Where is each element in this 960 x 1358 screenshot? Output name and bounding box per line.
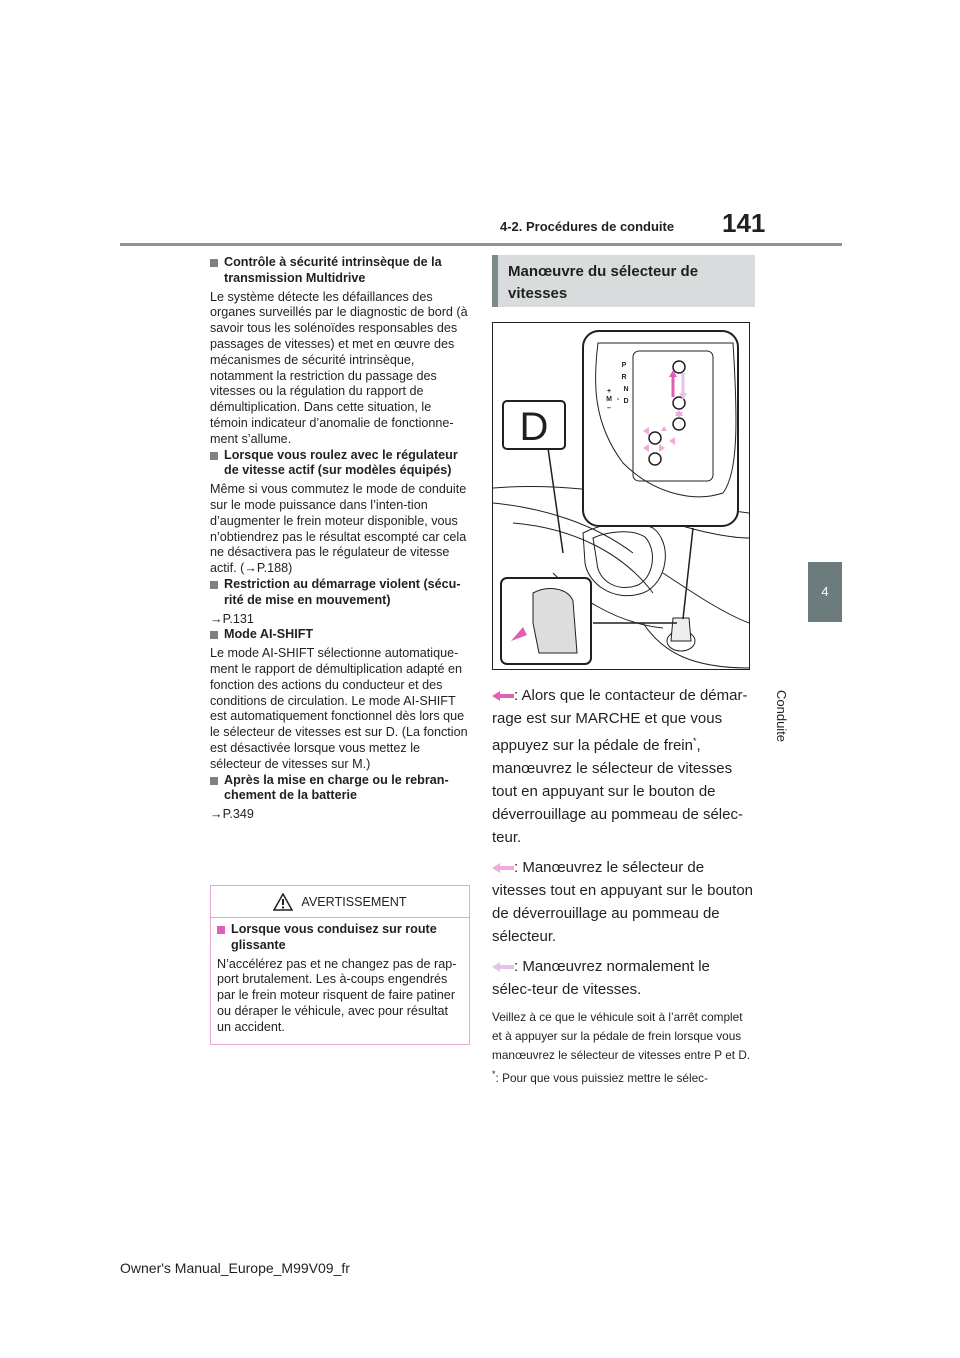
gate-letter-d: D (623, 398, 629, 405)
manual-plus: + (606, 388, 612, 395)
section-text: Même si vous commutez le mode de conduite sur le mode puissance dans l’inten-tion d’augmenter le frein moteur disponible, vous n’obtiendrez pas le résultat escompté car cela ne désactivera pas le régulateur de vitesse actif. (→P.188) (210, 482, 467, 576)
section-heading: Contrôle à sécurité intrinsèque de la transmission Multidrive (224, 255, 442, 285)
chapter-tab[interactable]: 4 (808, 562, 842, 622)
section-title: 4-2. Procédures de conduite (500, 219, 675, 234)
bullet-square-icon (210, 452, 218, 460)
chapter-label: Conduite (774, 690, 789, 743)
page-reference-link[interactable]: →P.349 (210, 807, 254, 822)
bullet-square-icon (210, 581, 218, 589)
pink-arrow-icon (492, 863, 514, 873)
dark-pink-arrow-icon (492, 691, 514, 701)
bullet-square-icon (210, 631, 218, 639)
section-heading: Restriction au démarrage violent (sécu-rité de mise en mouvement) (224, 576, 461, 607)
gate-letter-n: N (623, 386, 629, 393)
header-rule (120, 243, 842, 246)
section-heading: Lorsque vous roulez avec le régulateur de vitesse actif (sur modèles équipés) (224, 447, 458, 478)
gate-letter-r: R (621, 374, 627, 381)
warning-title: AVERTISSEMENT (301, 894, 407, 909)
warning-heading: Lorsque vous conduisez sur route glissante (231, 922, 437, 952)
right-column (492, 684, 754, 1088)
manual-dash: - (616, 396, 620, 403)
note-text: Veillez à ce que le véhicule soit à l’arrêt complet et à appuyer sur la pédale de frein lorsque vous manœuvrez le sélecteur de vitesses entre P et D. (492, 1010, 751, 1062)
instruction-2: : Manœuvrez le sélecteur de vitesses tout en appuyant sur le bouton de déverrouillage au pommeau de sélecteur. (492, 859, 754, 945)
manual-m: M (606, 396, 612, 403)
footer-text: Owner's Manual_Europe_M99V09_fr (120, 1260, 350, 1276)
section-3 (210, 577, 468, 627)
footnote: *: Pour que vous puissiez mettre le sélec- (492, 1069, 708, 1085)
bullet-square-icon (217, 926, 225, 934)
section-text: Le système détecte les défaillances des organes surveillés par le diagnostic de bord (à savoir tous les solénoïdes responsables des passages de vitesses) et met en œuvre des mécanismes de sécurité intrinsèque, notamment la restriction du passage des vitesses ou la régulation du rapport de démultiplication. Dans cette situation, le témoin indicateur d’anomalie de fonctionne-ment s’allume. (210, 289, 468, 446)
section-heading-title: Manœuvre du sélecteur de vitesses (508, 263, 699, 302)
manual-minus: – (607, 405, 611, 412)
page-number: 141 (722, 208, 766, 238)
bullet-square-icon (210, 777, 218, 785)
section-heading: Après la mise en charge ou le rebran-chement de la batterie (224, 772, 449, 803)
page-reference-link[interactable]: →P.131 (210, 611, 254, 626)
warning-box (210, 885, 470, 1045)
instruction-3: : Manœuvrez normalement le sélec-teur de vitesses. (492, 958, 710, 998)
left-column (210, 255, 468, 823)
section-1 (210, 255, 468, 448)
section-4 (210, 627, 468, 772)
callout-letter: D (519, 405, 549, 449)
gate-letter-p: P (621, 362, 627, 369)
section-2 (210, 448, 468, 577)
section-text: Le mode AI-SHIFT sélectionne automatique-ment le rapport de démultiplication adapté en fonction des actions du conducteur et des conditions de circulation. Le mode AI-SHIFT est automatiquement fonctionnel dès lors que le sélecteur de vitesses est sur D. (La fonction est désactivée lorsque vous mettez le sélecteur de vitesses sur M.) (210, 646, 468, 771)
warning-triangle-icon (273, 893, 293, 911)
warning-header (211, 886, 469, 918)
bullet-square-icon (210, 259, 218, 267)
warning-text: N’accélérez pas et ne changez pas de rap-port brutalement. Les à-coups engendrés par le frein moteur risquent de faire patiner ou déraper le véhicule, avec pour résultat un accident. (217, 956, 457, 1034)
section-heading: Mode AI-SHIFT (224, 627, 314, 642)
section-5 (210, 773, 468, 823)
shift-lever-illustration (492, 322, 750, 670)
light-pink-arrow-icon (492, 962, 514, 972)
section-heading-box (492, 255, 755, 307)
instruction-1: : Alors que le contacteur de démar-rage est sur MARCHE et que vous appuyez sur la pédale de frein*, manœuvrez le sélecteur de vitesses tout en appuyant sur le bouton de déverrouillage au pommeau de sélec-teur. (492, 687, 748, 846)
